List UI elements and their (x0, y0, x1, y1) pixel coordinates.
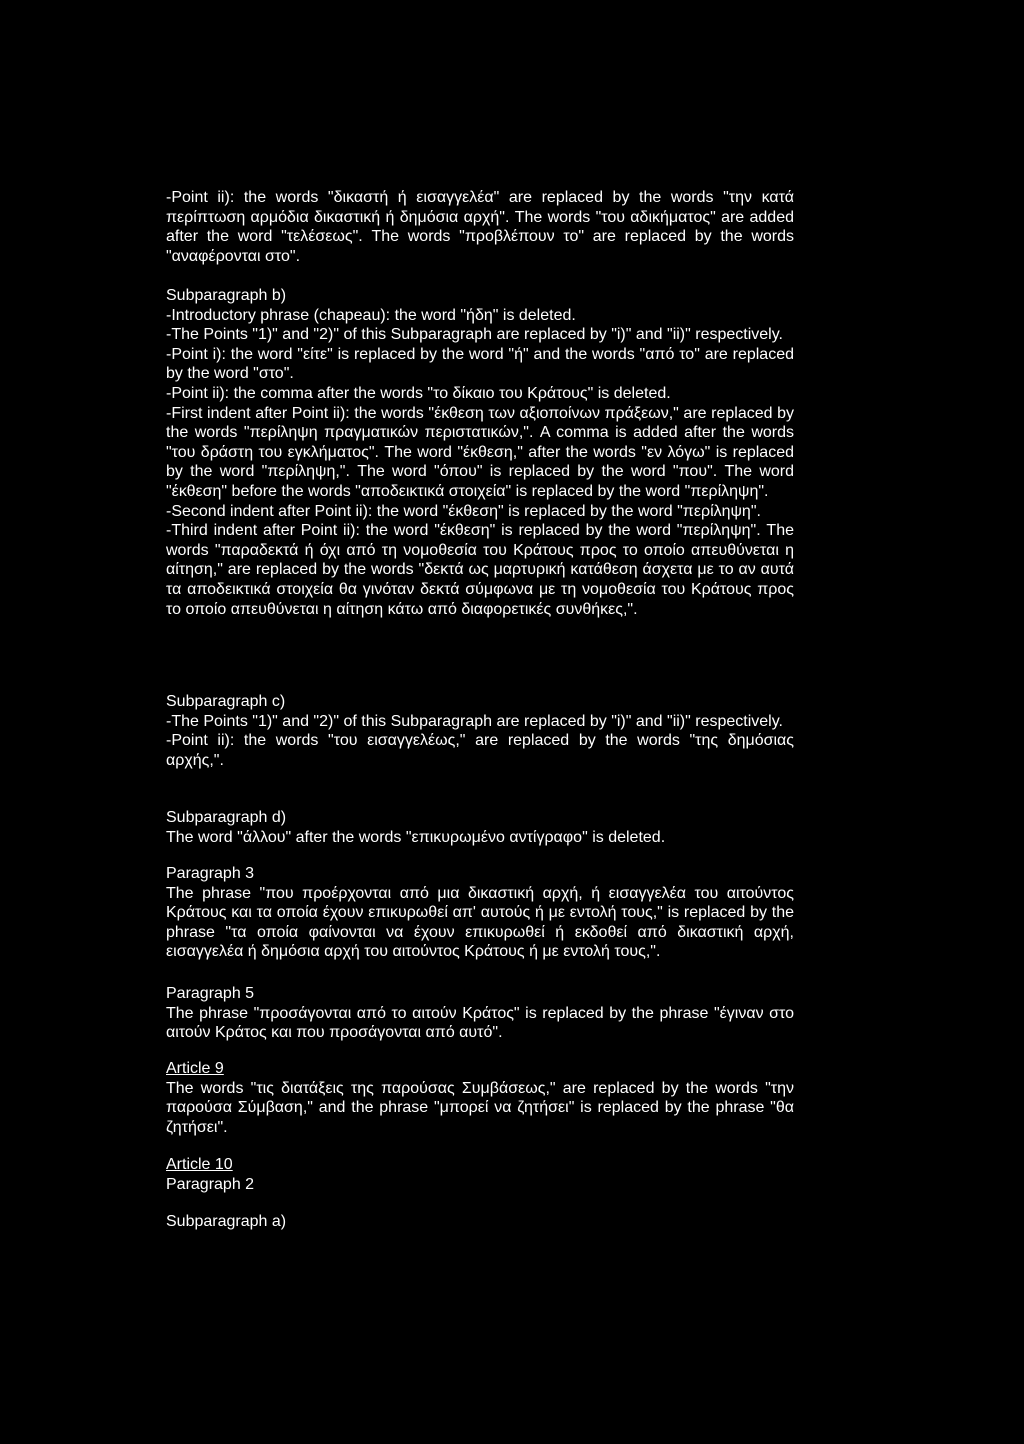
heading-paragraph-5: Paragraph 5 (166, 985, 255, 1002)
paragraph: -Point ii): the comma after the words "το δίκαιο του Κράτους" is deleted. (166, 384, 671, 402)
paragraph: -Introductory phrase (chapeau): the word "ήδη" is deleted. (166, 306, 576, 324)
text-block-point-ii (166, 188, 794, 266)
paragraph: -Third indent after Point ii): the word "έκθεση" is replaced by the word "περίληψη". The words "παραδεκτά ή όχι από τη νομοθεσία του Κράτους προς το οποίο απευθύνεται η αίτηση," are replaced by the words "δεκτά ως μαρτυρική κατάθεση άσχετα με το αν αυτά τα αποδεικτικά στοιχεία θα γινόταν δεκτά σύμφωνα με τη νομοθεσία του Κράτους προς το οποίο απευθύνεται η αίτηση κάτω από διαφορετικές συνθήκες,". (166, 522, 794, 618)
text-block-subparagraph-b (166, 286, 794, 619)
text-block-article-9 (166, 1059, 794, 1137)
text-block-subparagraph-d (166, 808, 794, 847)
paragraph: The word "άλλου" after the words "επικυρωμένο αντίγραφο" is deleted. (166, 828, 666, 846)
heading-article-10: Article 10 (166, 1156, 233, 1173)
heading-subparagraph-b: Subparagraph b) (166, 287, 287, 304)
paragraph: -The Points "1)" and "2)" of this Subparagraph are replaced by "i)" and "ii)" respectively. (166, 326, 783, 344)
paragraph: -First indent after Point ii): the words "έκθεση των αξιοποίνων πράξεων," are replaced by the words "περίληψη πραγματικών περιστατικών,". A comma is added after the words "του δράστη του εγκλήματος". The word "έκθεση," after the words "εν λόγω" is replaced by the word "περίληψη,". The word "όπου" is replaced by the word "που". The word "έκθεση" before the words "αποδεικτικά στοιχεία" is replaced by the word "περίληψη". (166, 404, 795, 500)
text-block-subparagraph-a (166, 1212, 794, 1232)
text-block-subparagraph-c (166, 692, 794, 770)
paragraph: The words "τις διατάξεις της παρούσας Συμβάσεως," are replaced by the words "την παρούσα Σύμβαση," and the phrase "μπορεί να ζητήσει" is replaced by the phrase "θα ζητήσει". (166, 1079, 794, 1136)
paragraph: The phrase "προσάγονται από το αιτούν Κράτος" is replaced by the phrase "έγιναν στο αιτούν Κράτος και που προσάγονται από αυτό". (166, 1004, 794, 1042)
heading-subparagraph-a: Subparagraph a) (166, 1213, 287, 1230)
paragraph: The phrase "που προέρχονται από μια δικαστική αρχή, ή εισαγγελέα του αιτούντος Κράτους και τα οποία έχουν επικυρωθεί απ' αυτούς ή με εντολή τους," is replaced by the phrase "τα οποία φαίνονται να έχουν επικυρωθεί ή εκδοθεί από δικαστική αρχή, εισαγγελέα ή δημόσια αρχή του αιτούντος Κράτους ή με εντολή τους,". (166, 884, 794, 961)
text-block-paragraph-5 (166, 984, 794, 1043)
text-block-paragraph-3 (166, 864, 794, 962)
text-block-article-10 (166, 1155, 794, 1194)
heading-subparagraph-c: Subparagraph c) (166, 693, 286, 710)
paragraph: -Second indent after Point ii): the word "έκθεση" is replaced by the word "περίληψη". (166, 502, 761, 520)
paragraph: -Point ii): the words "του εισαγγελέως," are replaced by the words "της δημόσιας αρχής,". (166, 732, 794, 769)
paragraph: -Point ii): the words "δικαστή ή εισαγγελέα" are replaced by the words "την κατά περίπτωση αρμόδια δικαστική ή δημόσια αρχή". The words "του αδικήματος" are added after the word "τελέσεως". The words "προβλέπουν το" are replaced by the words "αναφέρονται στο". (166, 189, 794, 265)
heading-paragraph-3: Paragraph 3 (166, 865, 255, 882)
paragraph: -The Points "1)" and "2)" of this Subparagraph are replaced by "i)" and "ii)" respectively. (166, 712, 783, 730)
paragraph: -Point i): the word "είτε" is replaced by the word "ή" and the words "από το" are replaced by the word "στο". (166, 345, 794, 383)
heading-article-9: Article 9 (166, 1060, 224, 1077)
heading-paragraph-2: Paragraph 2 (166, 1175, 255, 1193)
heading-subparagraph-d: Subparagraph d) (166, 809, 287, 826)
